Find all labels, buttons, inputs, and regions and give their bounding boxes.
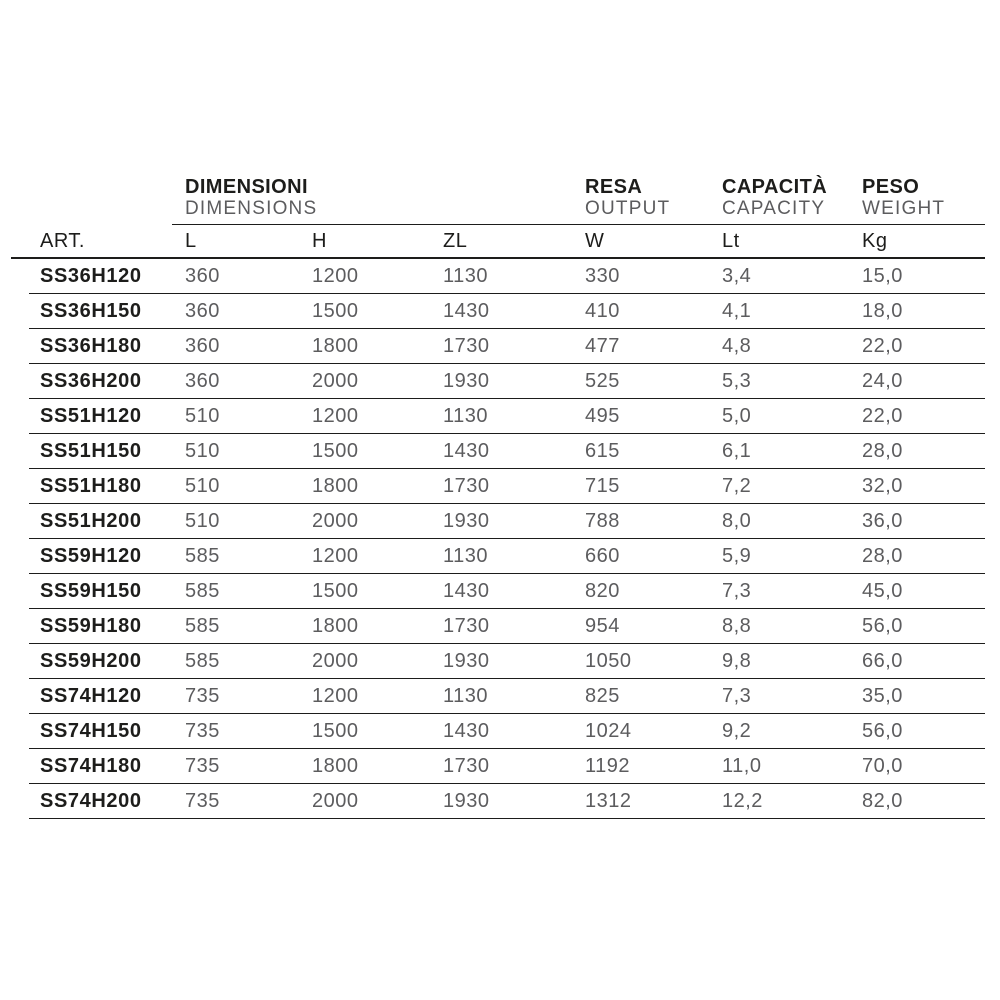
group-art-spacer bbox=[40, 177, 172, 225]
cell-zl: 1930 bbox=[443, 649, 490, 672]
cell-zl: 1730 bbox=[443, 754, 490, 777]
cell-h: 1800 bbox=[312, 614, 359, 637]
table-row bbox=[29, 259, 985, 294]
cell-w: 660 bbox=[585, 544, 620, 567]
table-row bbox=[29, 574, 985, 609]
table-unit-row bbox=[29, 226, 985, 257]
cell-l: 360 bbox=[185, 369, 220, 392]
cell-zl: 1930 bbox=[443, 369, 490, 392]
cell-lt: 4,1 bbox=[722, 299, 752, 322]
cell-zl: 1930 bbox=[443, 509, 490, 532]
cell-h: 1800 bbox=[312, 474, 359, 497]
table-row bbox=[29, 504, 985, 539]
cell-art: SS59H180 bbox=[40, 614, 142, 637]
cell-w: 1024 bbox=[585, 719, 632, 742]
cell-h: 1500 bbox=[312, 439, 359, 462]
cell-kg: 32,0 bbox=[862, 474, 903, 497]
cell-zl: 1930 bbox=[443, 789, 490, 812]
cell-l: 735 bbox=[185, 684, 220, 707]
group-weight-subtitle: WEIGHT bbox=[862, 198, 946, 219]
group-dimensions-subtitle: DIMENSIONS bbox=[185, 198, 318, 219]
cell-w: 820 bbox=[585, 579, 620, 602]
cell-l: 735 bbox=[185, 719, 220, 742]
cell-w: 615 bbox=[585, 439, 620, 462]
cell-l: 510 bbox=[185, 509, 220, 532]
cell-zl: 1430 bbox=[443, 719, 490, 742]
cell-w: 495 bbox=[585, 404, 620, 427]
cell-kg: 56,0 bbox=[862, 614, 903, 637]
cell-l: 585 bbox=[185, 579, 220, 602]
cell-art: SS51H120 bbox=[40, 404, 142, 427]
group-dimensions bbox=[172, 177, 572, 225]
cell-art: SS74H200 bbox=[40, 789, 142, 812]
column-header-h: H bbox=[312, 230, 327, 252]
cell-lt: 9,8 bbox=[722, 649, 752, 672]
cell-l: 360 bbox=[185, 299, 220, 322]
cell-lt: 7,3 bbox=[722, 579, 752, 602]
cell-art: SS74H120 bbox=[40, 684, 142, 707]
cell-kg: 82,0 bbox=[862, 789, 903, 812]
column-header-zl: ZL bbox=[443, 230, 468, 252]
group-capacity-title: CAPACITÀ bbox=[722, 176, 828, 198]
group-capacity-subtitle: CAPACITY bbox=[722, 198, 826, 219]
table-row bbox=[29, 539, 985, 574]
cell-w: 1192 bbox=[585, 754, 631, 777]
cell-lt: 5,9 bbox=[722, 544, 752, 567]
cell-l: 360 bbox=[185, 334, 220, 357]
cell-w: 1312 bbox=[585, 789, 632, 812]
group-output-subtitle: OUTPUT bbox=[585, 198, 671, 219]
cell-h: 1200 bbox=[312, 544, 359, 567]
cell-h: 1200 bbox=[312, 404, 359, 427]
cell-lt: 9,2 bbox=[722, 719, 752, 742]
cell-lt: 12,2 bbox=[722, 789, 763, 812]
cell-w: 825 bbox=[585, 684, 620, 707]
cell-zl: 1130 bbox=[443, 544, 489, 567]
cell-h: 1500 bbox=[312, 299, 359, 322]
cell-kg: 45,0 bbox=[862, 579, 903, 602]
cell-zl: 1130 bbox=[443, 404, 489, 427]
cell-art: SS36H120 bbox=[40, 264, 142, 287]
cell-art: SS51H200 bbox=[40, 509, 142, 532]
cell-art: SS36H150 bbox=[40, 299, 142, 322]
cell-h: 1800 bbox=[312, 334, 359, 357]
group-dimensions-title: DIMENSIONI bbox=[185, 176, 308, 198]
cell-kg: 36,0 bbox=[862, 509, 903, 532]
column-header-w: W bbox=[585, 230, 605, 252]
table-row bbox=[29, 364, 985, 399]
cell-zl: 1730 bbox=[443, 614, 490, 637]
cell-w: 715 bbox=[585, 474, 620, 497]
cell-kg: 28,0 bbox=[862, 544, 903, 567]
cell-lt: 6,1 bbox=[722, 439, 752, 462]
cell-kg: 15,0 bbox=[862, 264, 903, 287]
cell-l: 510 bbox=[185, 474, 220, 497]
cell-art: SS59H150 bbox=[40, 579, 142, 602]
cell-l: 585 bbox=[185, 649, 220, 672]
cell-h: 1500 bbox=[312, 579, 359, 602]
cell-kg: 35,0 bbox=[862, 684, 903, 707]
cell-w: 525 bbox=[585, 369, 620, 392]
table-row bbox=[29, 679, 985, 714]
group-capacity bbox=[709, 177, 849, 225]
table-row bbox=[29, 609, 985, 644]
cell-art: SS36H180 bbox=[40, 334, 142, 357]
cell-art: SS74H150 bbox=[40, 719, 142, 742]
cell-lt: 4,8 bbox=[722, 334, 752, 357]
cell-lt: 8,8 bbox=[722, 614, 752, 637]
cell-w: 788 bbox=[585, 509, 620, 532]
table-body bbox=[29, 259, 985, 819]
cell-kg: 66,0 bbox=[862, 649, 903, 672]
cell-art: SS59H120 bbox=[40, 544, 142, 567]
cell-zl: 1430 bbox=[443, 579, 490, 602]
cell-w: 477 bbox=[585, 334, 620, 357]
cell-l: 360 bbox=[185, 264, 220, 287]
cell-art: SS51H150 bbox=[40, 439, 142, 462]
cell-h: 2000 bbox=[312, 369, 359, 392]
cell-kg: 22,0 bbox=[862, 404, 903, 427]
table-row bbox=[29, 714, 985, 749]
cell-lt: 3,4 bbox=[722, 264, 752, 287]
cell-zl: 1730 bbox=[443, 474, 490, 497]
cell-w: 410 bbox=[585, 299, 620, 322]
cell-h: 1800 bbox=[312, 754, 359, 777]
cell-art: SS74H180 bbox=[40, 754, 142, 777]
cell-l: 735 bbox=[185, 754, 220, 777]
column-header-kg: Kg bbox=[862, 230, 888, 252]
cell-zl: 1430 bbox=[443, 439, 490, 462]
group-weight-title: PESO bbox=[862, 176, 920, 198]
cell-w: 954 bbox=[585, 614, 620, 637]
cell-art: SS59H200 bbox=[40, 649, 142, 672]
table-row bbox=[29, 784, 985, 819]
table-group-header bbox=[29, 177, 985, 225]
table-row bbox=[29, 399, 985, 434]
cell-l: 510 bbox=[185, 404, 220, 427]
table-row bbox=[29, 294, 985, 329]
cell-l: 585 bbox=[185, 614, 220, 637]
group-output bbox=[572, 177, 709, 225]
cell-lt: 11,0 bbox=[722, 754, 762, 777]
cell-h: 1200 bbox=[312, 264, 359, 287]
cell-lt: 7,3 bbox=[722, 684, 752, 707]
cell-l: 585 bbox=[185, 544, 220, 567]
group-weight bbox=[849, 177, 985, 225]
cell-h: 2000 bbox=[312, 789, 359, 812]
column-header-lt: Lt bbox=[722, 230, 740, 252]
cell-kg: 22,0 bbox=[862, 334, 903, 357]
table-row bbox=[29, 749, 985, 784]
cell-w: 330 bbox=[585, 264, 620, 287]
cell-zl: 1130 bbox=[443, 264, 489, 287]
cell-h: 2000 bbox=[312, 649, 359, 672]
cell-lt: 7,2 bbox=[722, 474, 752, 497]
table-row bbox=[29, 434, 985, 469]
cell-kg: 70,0 bbox=[862, 754, 903, 777]
cell-lt: 8,0 bbox=[722, 509, 752, 532]
cell-h: 2000 bbox=[312, 509, 359, 532]
cell-w: 1050 bbox=[585, 649, 632, 672]
cell-art: SS51H180 bbox=[40, 474, 142, 497]
table-row bbox=[29, 644, 985, 679]
cell-zl: 1430 bbox=[443, 299, 490, 322]
cell-zl: 1130 bbox=[443, 684, 489, 707]
group-output-title: RESA bbox=[585, 176, 643, 198]
cell-kg: 24,0 bbox=[862, 369, 903, 392]
cell-h: 1500 bbox=[312, 719, 359, 742]
cell-lt: 5,3 bbox=[722, 369, 752, 392]
column-header-art: ART. bbox=[40, 230, 85, 252]
cell-l: 510 bbox=[185, 439, 220, 462]
cell-art: SS36H200 bbox=[40, 369, 142, 392]
cell-kg: 56,0 bbox=[862, 719, 903, 742]
table-row bbox=[29, 469, 985, 504]
cell-h: 1200 bbox=[312, 684, 359, 707]
cell-lt: 5,0 bbox=[722, 404, 752, 427]
cell-l: 735 bbox=[185, 789, 220, 812]
cell-kg: 18,0 bbox=[862, 299, 903, 322]
table-row bbox=[29, 329, 985, 364]
column-header-l: L bbox=[185, 230, 197, 252]
cell-kg: 28,0 bbox=[862, 439, 903, 462]
cell-zl: 1730 bbox=[443, 334, 490, 357]
